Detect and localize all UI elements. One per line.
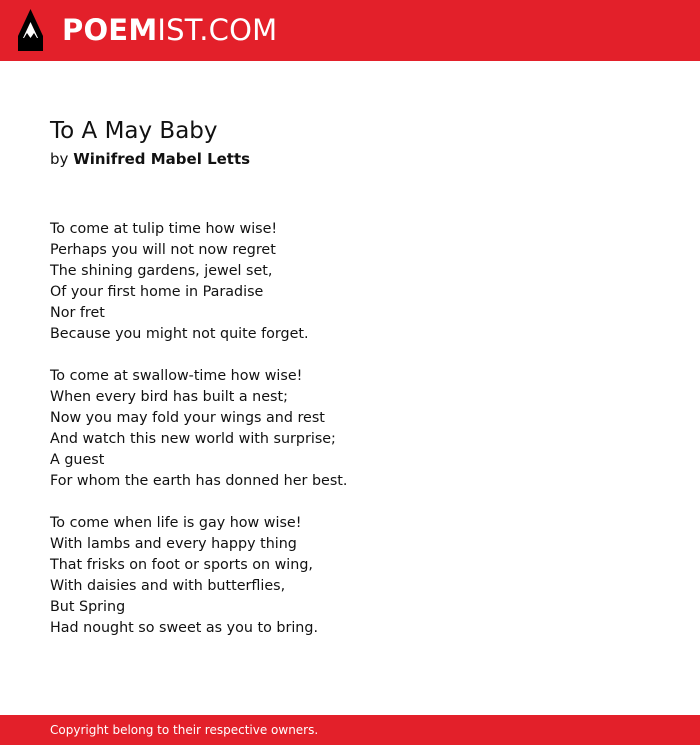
poem-line: With lambs and every happy thing [50, 536, 297, 552]
poem-body [50, 219, 650, 660]
poem-line: To come at swallow-time how wise! [50, 368, 303, 384]
stanza [50, 366, 650, 492]
poem-line: A guest [50, 452, 105, 468]
copyright-notice: Copyright belong to their respective owners. [50, 723, 319, 737]
poem-line: To come at tulip time how wise! [50, 221, 278, 237]
by-prefix: by [50, 150, 69, 168]
site-logo[interactable] [62, 13, 277, 47]
poem-line: For whom the earth has donned her best. [50, 473, 348, 489]
poem-line: Now you may fold your wings and rest [50, 410, 325, 426]
poem-title: To A May Baby [50, 118, 218, 144]
logo-bold-text: POEM [62, 13, 158, 47]
stanza [50, 513, 650, 639]
poem-line: Because you might not quite forget. [50, 326, 309, 342]
poem-line: And watch this new world with surprise; [50, 431, 336, 447]
logo-light-text: IST.COM [157, 13, 278, 47]
poem-line: Of your first home in Paradise [50, 284, 264, 300]
poem-line: But Spring [50, 599, 126, 615]
poem-line: To come when life is gay how wise! [50, 515, 302, 531]
poem-line: Had nought so sweet as you to bring. [50, 620, 318, 636]
poem-line: When every bird has built a nest; [50, 389, 288, 405]
stanza [50, 219, 650, 345]
pencil-logo-icon[interactable] [18, 9, 43, 51]
byline [50, 149, 250, 169]
site-header [0, 0, 700, 61]
poem-line: The shining gardens, jewel set, [50, 263, 273, 279]
poem-line: With daisies and with butterflies, [50, 578, 286, 594]
poem-line: That frisks on foot or sports on wing, [50, 557, 313, 573]
poem-line: Nor fret [50, 305, 105, 321]
author-name: Winifred Mabel Letts [73, 150, 251, 168]
site-footer [0, 715, 700, 745]
poem-line: Perhaps you will not now regret [50, 242, 276, 258]
